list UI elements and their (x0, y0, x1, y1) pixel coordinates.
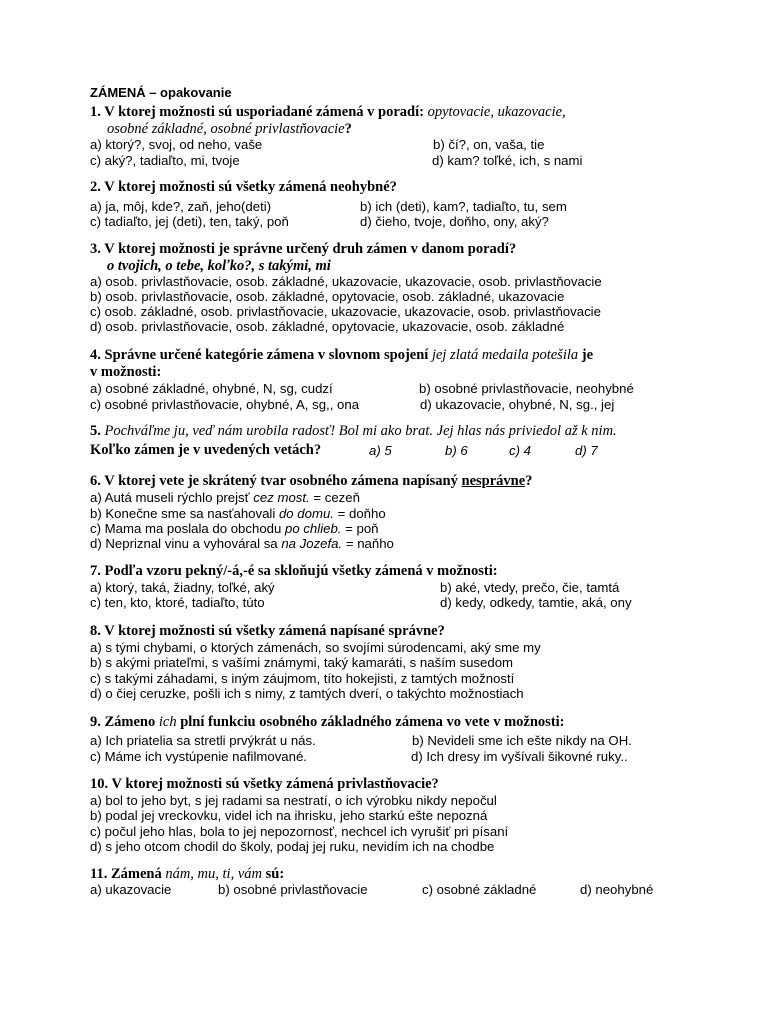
question-4 (90, 347, 750, 364)
q9-option-d: d) Ich dresy im vyšívali šikovné ruky.. (411, 749, 628, 764)
question-11 (90, 866, 750, 883)
q5-number: 5. (90, 423, 101, 439)
q3-option-b: b) osob. privlastňovacie, osob. základné, opytovacie, osob. základné, ukazovacie (90, 289, 565, 304)
q6-d-italic: na Jozefa. (281, 536, 343, 551)
q2-option-b: b) ich (deti), kam?, tadiaľto, tu, sem (360, 199, 567, 214)
q5-option-c: c) 4 (509, 443, 531, 458)
q6-a-italic: cez most. (253, 490, 310, 505)
q11-pre: 11. Zámená (90, 866, 162, 882)
q10-option-a: a) bol to jeho byt, s jej radami sa nestratí, o ich výrobku nikdy nepočul (90, 793, 497, 808)
question-9 (90, 714, 750, 731)
q8-option-d: d) o čiej ceruzke, pošli ich s nimy, z tamtých dverí, o takýchto možnostiach (90, 686, 524, 701)
question-3: 3. V ktorej možnosti je správne určený druh zámen v danom poradí? (90, 241, 517, 257)
question-10: 10. V ktorej možnosti sú všetky zámená privlastňovacie? (90, 776, 439, 792)
q11-option-b: b) osobné privlastňovacie (218, 882, 368, 897)
q1-option-d: d) kam? toľké, ich, s nami (432, 153, 583, 168)
q6-d-post: = naňho (342, 536, 394, 551)
question-7: 7. Podľa vzoru pekný/-á,-é sa skloňujú všetky zámená v možnosti: (90, 563, 498, 579)
q4-option-c: c) osobné privlastňovacie, ohybné, A, sg,, ona (90, 397, 360, 412)
q11-italic: nám, mu, ti, vám (165, 866, 262, 882)
q2-option-d: d) čieho, tvoje, doňho, ony, aký? (360, 214, 549, 229)
q4-end: je (581, 347, 594, 363)
q6-option-d (90, 536, 394, 551)
q1-option-b: b) čí?, on, vaša, tie (433, 137, 545, 152)
q11-option-d: d) neohybné (580, 882, 654, 897)
q3-option-d: d) osob. privlastňovacie, osob. základné, opytovacie, ukazovacie, osob. základné (90, 319, 565, 334)
q1-text: V ktorej možnosti sú usporiadané zámená v poradí: (104, 104, 424, 120)
q5-option-a: a) 5 (369, 443, 392, 458)
q4-italic: jej zlatá medaila potešila (431, 347, 579, 363)
q5-italic: Pochváľme ju, veď nám urobila radosť! Bol mi ako brat. Jej hlas nás priviedol až k nim. (104, 423, 617, 439)
q1-italic: opytovacie, ukazovacie, (427, 104, 566, 120)
q6-end: ? (525, 473, 533, 489)
q9-post: plní funkciu osobného základného zámena vo vete v možnosti: (180, 714, 565, 730)
page-title: ZÁMENÁ – opakovanie (90, 85, 232, 100)
q10-option-c: c) počul jeho hlas, bola to jej nepozornosť, nechcel ich vyrušiť pri písaní (90, 824, 509, 839)
question-4-line2: v možnosti: (90, 364, 162, 380)
q6-c-post: = poň (341, 521, 379, 536)
question-8: 8. V ktorej možnosti sú všetky zámená napísané správne? (90, 623, 445, 639)
q6-a-pre: a) Autá museli rýchlo prejsť (90, 490, 250, 505)
q11-option-a: a) ukazovacie (90, 882, 172, 897)
q9-pre: 9. Zámeno (90, 714, 156, 730)
question-5 (90, 423, 750, 440)
q2-option-a: a) ja, môj, kde?, zaň, jeho(deti) (90, 199, 272, 214)
q10-option-d: d) s jeho otcom chodil do školy, podaj jej ruku, nevidím ich na chodbe (90, 839, 495, 854)
q1-line2-italic: osobné základné, osobné privlastňovacie (107, 121, 345, 137)
q4-text: 4. Správne určené kategórie zámena v slovnom spojení (90, 347, 429, 363)
q2-option-c: c) tadiaľto, jej (deti), ten, taký, poň (90, 214, 289, 229)
question-1-line2 (107, 121, 767, 138)
q8-option-a: a) s tými chybami, o ktorých zámenách, so svojími súrodencami, aký sme my (90, 640, 541, 655)
question-5-line2: Koľko zámen je v uvedených vetách? (90, 442, 322, 458)
q11-option-c: c) osobné základné (422, 882, 537, 897)
question-1 (90, 104, 750, 121)
q9-option-c: c) Máme ich vystúpenie nafilmované. (90, 749, 307, 764)
q7-option-a: a) ktorý, taká, žiadny, toľké, aký (90, 580, 275, 595)
q6-option-b (90, 506, 386, 521)
q6-text: 6. V ktorej vete je skrátený tvar osobného zámena napísaný (90, 473, 458, 489)
q6-b-post: = doňho (333, 506, 386, 521)
q5-option-b: b) 6 (445, 443, 468, 458)
q3-option-a: a) osob. privlastňovacie, osob. základné, ukazovacie, ukazovacie, osob. privlastňovacie (90, 274, 602, 289)
q5-option-d: d) 7 (575, 443, 598, 458)
q8-option-b: b) s akými priateľmi, s vašími známymi, taký kamaráti, s naším susedom (90, 655, 514, 670)
q8-option-c: c) s takými záhadami, s iným záujmom, títo hokejisti, z tamtých možností (90, 671, 515, 686)
q1-option-a: a) ktorý?, svoj, od neho, vaše (90, 137, 263, 152)
q3-option-c: c) osob. základné, osob. privlastňovacie, ukazovacie, ukazovacie, osob. privlastňovacie (90, 304, 601, 319)
q7-option-b: b) aké, vtedy, prečo, čie, tamtá (440, 580, 620, 595)
q9-option-b: b) Nevideli sme ich ešte nikdy na OH. (412, 733, 632, 748)
q3-line2-italic: o tvojich, o tebe, koľko?, s takými, mi (107, 258, 331, 274)
q4-option-d: d) ukazovacie, ohybné, N, sg., jej (420, 397, 615, 412)
q6-underline: nesprávne (461, 473, 526, 489)
q7-option-c: c) ten, kto, ktoré, tadiaľto, túto (90, 595, 265, 610)
q6-option-a (90, 490, 360, 505)
q6-option-c (90, 521, 379, 536)
q10-option-b: b) podal jej vreckovku, videl ich na ihrisku, jeho starkú ešte nepozná (90, 808, 488, 823)
q6-c-pre: c) Mama ma poslala do obchodu (90, 521, 282, 536)
q1-number: 1. (90, 104, 101, 120)
q4-option-a: a) osobné základné, ohybné, N, sg, cudzí (90, 381, 333, 396)
q6-d-pre: d) Nepriznal vinu a vyhováral sa (90, 536, 282, 551)
q6-b-pre: b) Konečne sme sa nasťahovali (90, 506, 276, 521)
q1-option-c: c) aký?, tadiaľto, mi, tvoje (90, 153, 240, 168)
q7-option-d: d) kedy, odkedy, tamtie, aká, ony (440, 595, 632, 610)
q9-italic: ich (158, 714, 177, 730)
question-6 (90, 473, 750, 490)
q9-option-a: a) Ich priatelia sa stretli prvýkrát u nás. (90, 733, 316, 748)
q6-a-post: = cezeň (309, 490, 360, 505)
q11-post: sú: (265, 866, 285, 882)
q6-b-italic: do domu. (278, 506, 334, 521)
q1-line2-end: ? (344, 121, 352, 137)
question-2: 2. V ktorej možnosti sú všetky zámená neohybné? (90, 179, 397, 195)
q4-option-b: b) osobné privlastňovacie, neohybné (419, 381, 634, 396)
q6-c-italic: po chlieb. (285, 521, 342, 536)
question-3-line2 (107, 258, 767, 275)
